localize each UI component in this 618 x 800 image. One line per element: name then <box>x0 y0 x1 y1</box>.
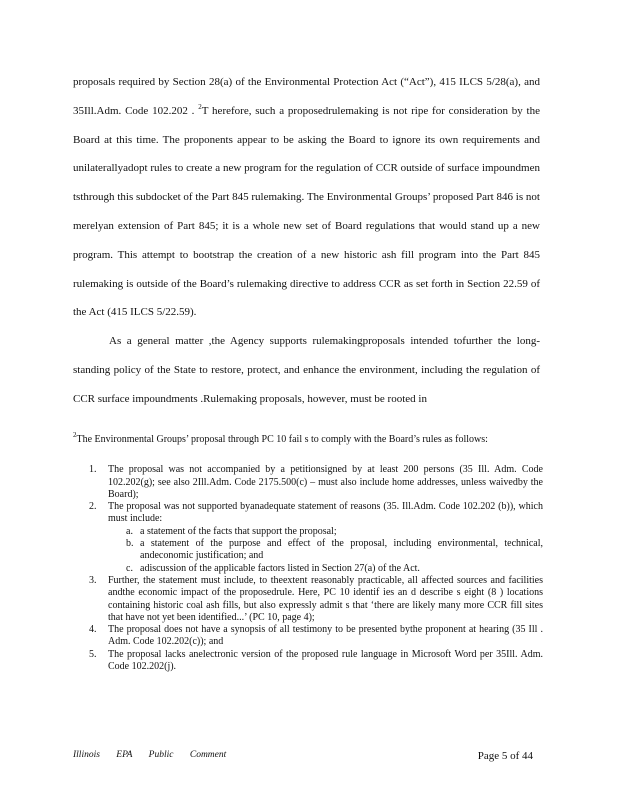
list-number: 2. <box>89 501 97 513</box>
sub-list-text: a statement of the purpose and effect of the proposal, including environmental, technical, andeconomic justification; and <box>140 538 543 562</box>
sub-list-letter: a. <box>126 525 133 537</box>
requirements-list <box>73 464 543 673</box>
sub-list-letter: c. <box>126 562 133 574</box>
list-number: 3. <box>89 574 97 586</box>
footnote-marker: 2 <box>73 431 77 439</box>
footnote-intro-text: The Environmental Groups’ proposal through PC 10 fail s to comply with the Board’s rules as follows: <box>76 434 488 445</box>
list-item <box>89 501 543 575</box>
list-item <box>89 648 543 674</box>
list-item <box>89 464 543 501</box>
list-item <box>89 574 543 624</box>
list-item-text: The proposal lacks anelectronic version of the proposed rule language in Microsoft Word per 35Ill. Adm. Code 102.202(j). <box>108 648 543 673</box>
list-item-text: The proposal was not accompanied by a petitionsigned by at least 200 persons (35 Ill. Adm. Code 102.202(g); see also 2Ill.Adm. Code 2175.500(c) – must also include home addresses, unless waivedby the Board); <box>108 464 543 500</box>
sub-list-item <box>126 562 543 575</box>
footnote-intro <box>73 431 543 446</box>
body-text <box>73 68 540 414</box>
sub-list-item <box>126 538 543 563</box>
paragraph-1 <box>73 68 540 327</box>
paragraph-1-continued: T herefore, such a proposedrulemaking is not ripe for consideration by the Board at this time. The proponents appear to be asking the Board to ignore its own requirements and unilaterallyadopt rules to create a new program for the regulation of CCR outside of surface impoundmen tsthrough this subdocket of the Part 845 rulemaking. The Environmental Groups’ proposed Part 846 is not merelyan extension of Part 845; it is a whole new set of Board regulations that would stand up a new program. This attempt to bootstrap the creation of a new historic ash fill program into the Part 845 rulemaking is outside of the Board’s rulemaking directive to address CCR as set forth in Section 22.59 of the Act (415 ILCS 5/22.59). <box>73 104 540 319</box>
footer-source: Illinois EPA Public Comment <box>73 750 227 760</box>
list-number: 1. <box>89 464 97 476</box>
list-number: 4. <box>89 624 97 636</box>
sub-list-text: a statement of the facts that support the proposal; <box>140 525 337 537</box>
list-item-text: Further, the statement must include, to theextent reasonably practicable, all affected sources and facilities andthe economic impact of the proposedrule. Here, PC 10 identif ies an d describe s eight (8 ) locations containing historic coal ash fills, but also expressly admit s that ‘there are likely many more CCR fill sites that have not yet been identified...’ (PC 10, page 4); <box>108 574 543 623</box>
list-item-text: The proposal was not supported byanadequate statement of reasons (35. Ill.Adm. Code 102.202 (b)), which must include: <box>108 501 543 525</box>
sub-list-item <box>126 525 543 538</box>
paragraph-1-text: proposals required by Section 28(a) of the Environmental Protection Act (“Act”), 415 ILCS 5/28(a), and 35Ill.Adm. Code 102.202 . <box>73 76 540 117</box>
page-number: Page 5 of 44 <box>477 750 533 762</box>
list-item-text: The proposal does not have a synopsis of all testimony to be presented bythe proponent at hearing (35 Ill . Adm. Code 102.202(c)); and <box>108 624 543 648</box>
sub-list-letter: b. <box>126 538 134 550</box>
sub-list <box>108 526 543 575</box>
footnote <box>73 431 543 673</box>
footnote-ref[interactable]: 2 <box>198 102 202 111</box>
paragraph-2: As a general matter ,the Agency supports rulemakingproposals intended tofurther the long- standing policy of the State to restore, protect, and enhance the environment, including the regulation of CCR surface impoundments .Rulemaking proposals, however, must be rooted in <box>73 335 540 405</box>
list-item <box>89 624 543 649</box>
sub-list-text: adiscussion of the applicable factors listed in Section 27(a) of the Act. <box>140 562 420 574</box>
list-number: 5. <box>89 648 97 660</box>
